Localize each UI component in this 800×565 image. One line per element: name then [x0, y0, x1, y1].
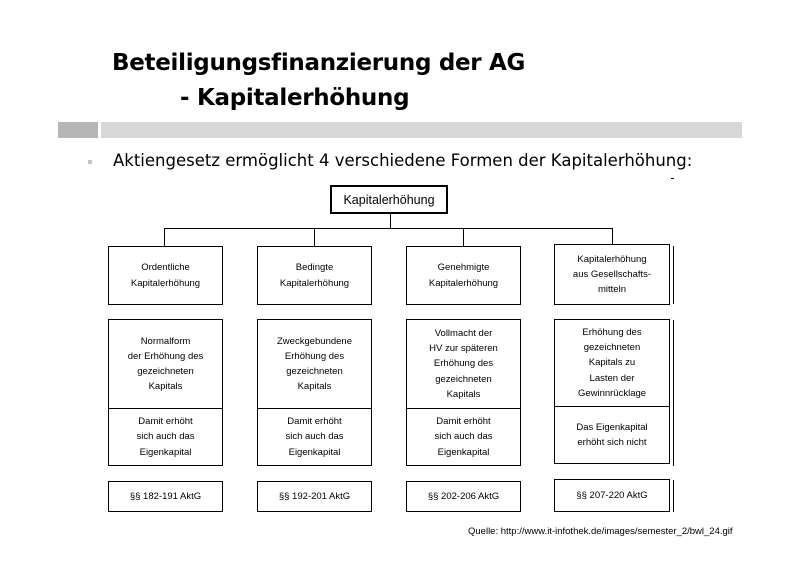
- edge-tick: [671, 178, 674, 179]
- connector-col-1: [164, 228, 165, 246]
- column-4-description-box: Erhöhung des gezeichneten Kapitals zu Lasten der Gewinnrücklage: [554, 319, 670, 407]
- edge-tick: [673, 480, 674, 512]
- connector-root-down: [390, 213, 391, 228]
- slide-title-line-2: - Kapitalerhöhung: [180, 85, 410, 111]
- bullet-text: Aktiengesetz ermöglicht 4 verschiedene Formen der Kapitalerhöhung:: [113, 151, 693, 170]
- column-2-name-box: Bedingte Kapitalerhöhung: [257, 246, 372, 305]
- column-2-effect-box: Damit erhöht sich auch das Eigenkapital: [257, 408, 372, 466]
- edge-tick: [673, 246, 674, 304]
- root-label: Kapitalerhöhung: [343, 192, 435, 207]
- decorative-bar-left: [58, 122, 98, 138]
- decorative-bar-right: [101, 122, 742, 138]
- column-3-name-box: Genehmigte Kapitalerhöhung: [406, 246, 521, 305]
- bullet-marker: [88, 160, 92, 164]
- connector-col-2: [314, 228, 315, 246]
- connector-col-3: [463, 228, 464, 246]
- connector-horizontal: [164, 228, 612, 229]
- column-2-law-box: §§ 192-201 AktG: [257, 481, 372, 512]
- column-4-name-box: Kapitalerhöhung aus Gesellschafts- mitteln: [554, 244, 670, 305]
- source-citation: Quelle: http://www.it-infothek.de/images/semester_2/bwl_24.gif: [468, 526, 733, 537]
- column-1-description-box: Normalform der Erhöhung des gezeichneten Kapitals: [108, 319, 223, 409]
- root-box: [330, 185, 448, 214]
- column-3-effect-box: Damit erhöht sich auch das Eigenkapital: [406, 408, 521, 466]
- column-1-law-box: §§ 182-191 AktG: [108, 481, 223, 512]
- column-4-effect-box: Das Eigenkapital erhöht sich nicht: [554, 406, 670, 464]
- slide-title-line-1: Beteiligungsfinanzierung der AG: [112, 50, 526, 76]
- column-3-description-box: Vollmacht der HV zur späteren Erhöhung des gezeichneten Kapitals: [406, 319, 521, 409]
- column-2-description-box: Zweckgebundene Erhöhung des gezeichneten Kapitals: [257, 319, 372, 409]
- column-3-law-box: §§ 202-206 AktG: [406, 481, 521, 512]
- edge-tick: [673, 320, 674, 466]
- column-1-name-box: Ordentliche Kapitalerhöhung: [108, 246, 223, 305]
- column-1-effect-box: Damit erhöht sich auch das Eigenkapital: [108, 408, 223, 466]
- column-4-law-box: §§ 207-220 AktG: [554, 479, 670, 512]
- capital-increase-diagram: [108, 180, 674, 514]
